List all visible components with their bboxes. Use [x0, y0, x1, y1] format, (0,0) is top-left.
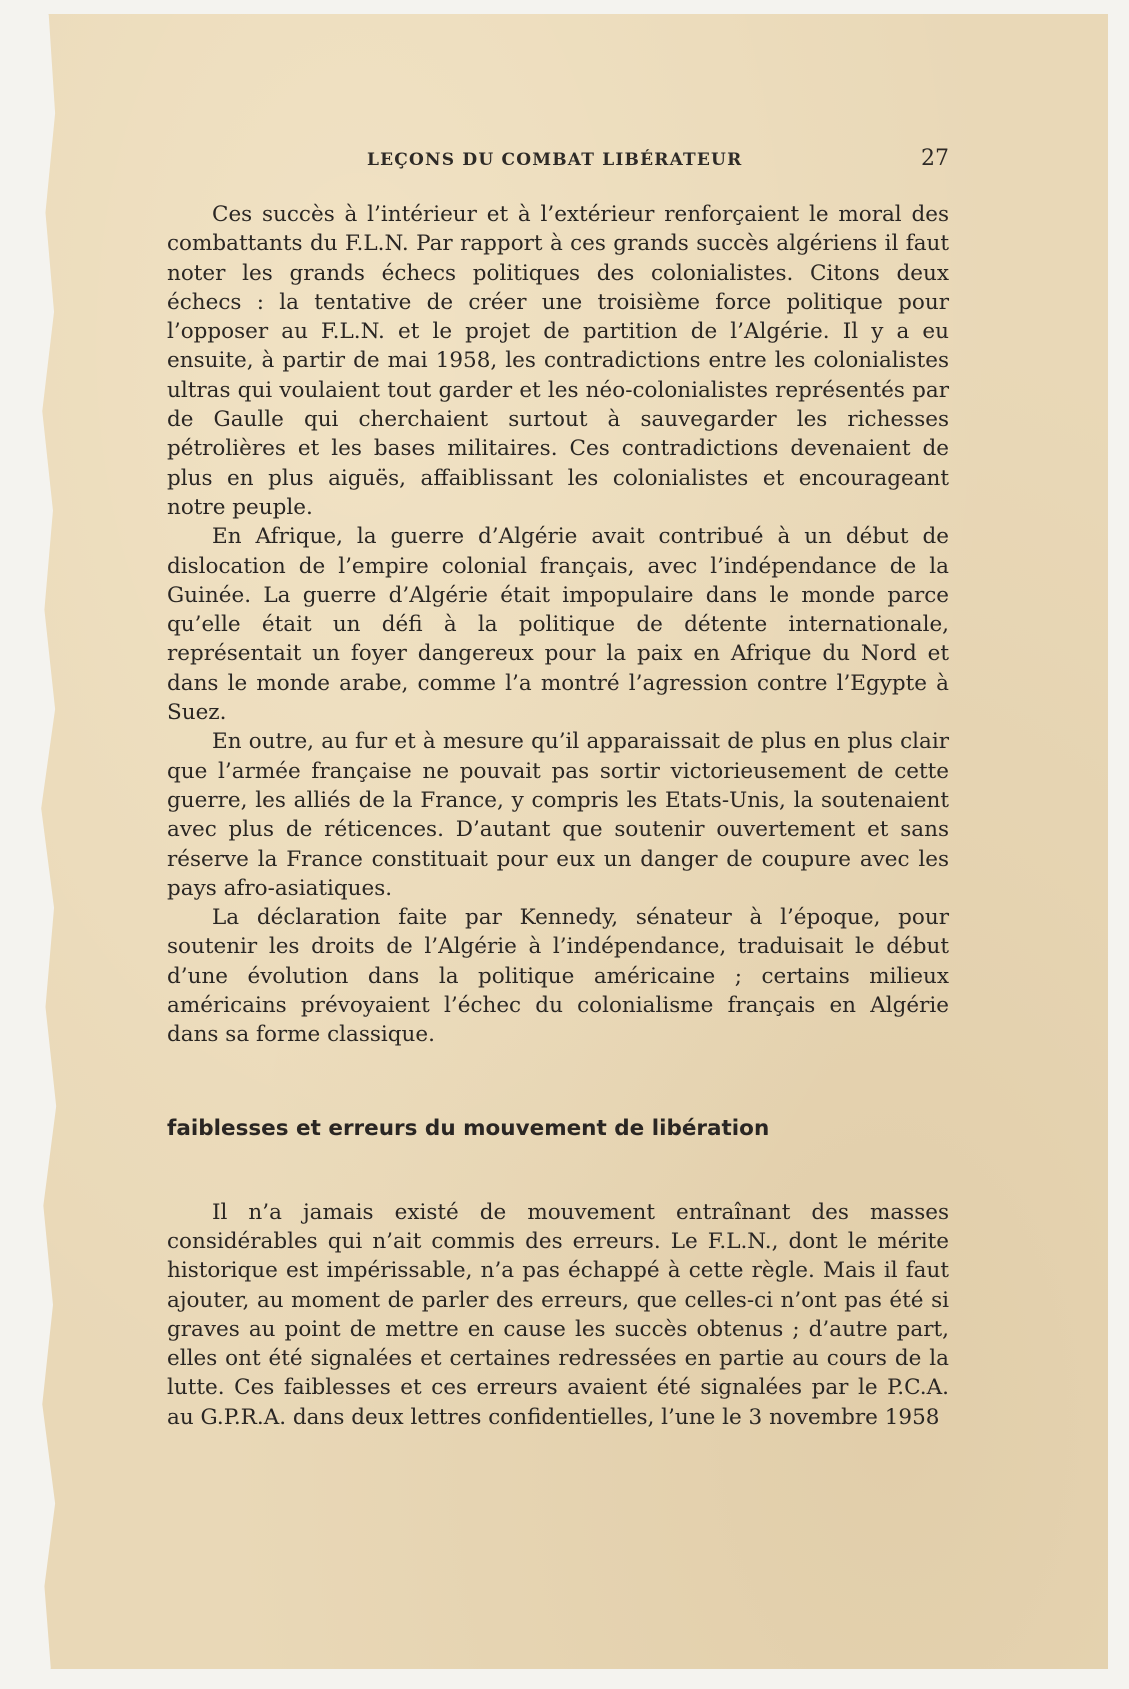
- page-number: 27: [921, 146, 949, 171]
- section-paragraph: Il n’a jamais existé de mouvement entraînant des masses considérables qui n’ait commis des erreurs. Le F.L.N., dont le mérite historique est impérissable, n’a pas échappé à cette règle. Mais il faut ajouter, au moment de parler des erreurs, que celles-ci n’ont pas été si graves au point de mettre en cause les succès obtenus ; d’autre part, elles ont été signalées et certaines redressées en partie au cours de la lutte. Ces faiblesses et ces erreurs avaient été signalées par le P.C.A. au G.P.R.A. dans deux lettres confidentielles, l’une le 3 novembre 1958: [167, 1199, 949, 1430]
- paragraph-4: La déclaration faite par Kennedy, sénateur à l’époque, pour soutenir les droits de l’Algérie à l’indépendance, traduisait le début d’une évolution dans la politique américaine ; certains milieux américains prévoyaient l’échec du colonialisme français en Algérie dans sa forme classique.: [167, 905, 949, 1048]
- paragraph-1: Ces succès à l’intérieur et à l’extérieur renforçaient le moral des combattants du F.L.N. Par rapport à ces grands succès algériens il faut noter les grands échecs politiques des colonialistes. Citons deux échecs : la tentative de créer une troisième force politique pour l’opposer au F.L.N. et le projet de partition de l’Algérie. Il y a eu ensuite, à partir de mai 1958, les contradictions entre les colonialistes ultras qui voulaient tout garder et les néo-colonialistes représentés par de Gaulle qui cherchaient surtout à sauvegarder les richesses pétrolières et les bases militaires. Ces contradictions devenaient de plus en plus aiguës, affaiblissant les colonialistes et encourageant notre peuple.: [167, 202, 949, 520]
- running-head: [167, 140, 949, 180]
- page-content: [167, 140, 949, 1432]
- running-title: LEÇONS DU COMBAT LIBÉRATEUR: [367, 150, 743, 170]
- section-heading: faiblesses et erreurs du mouvement de libération: [167, 1115, 770, 1141]
- paragraph-2: En Afrique, la guerre d’Algérie avait contribué à un début de dislocation de l’empire colonial français, avec l’indépendance de la Guinée. La guerre d’Algérie était impopulaire dans le monde parce qu’elle était un défi à la politique de détente internationale, représentait un foyer dangereux pour la paix en Afrique du Nord et dans le monde arabe, comme l’a montré l’agression contre l’Egypte à Suez.: [167, 524, 949, 726]
- paragraph-3: En outre, au fur et à mesure qu’il apparaissait de plus en plus clair que l’armée française ne pouvait pas sortir victorieusement de cette guerre, les alliés de la France, y compris les Etats-Unis, la soutenaient avec plus de réticences. D’autant que soutenir ouvertement et sans réserve la France constituait pour eux un danger de coupure avec les pays afro-asiatiques.: [167, 729, 949, 901]
